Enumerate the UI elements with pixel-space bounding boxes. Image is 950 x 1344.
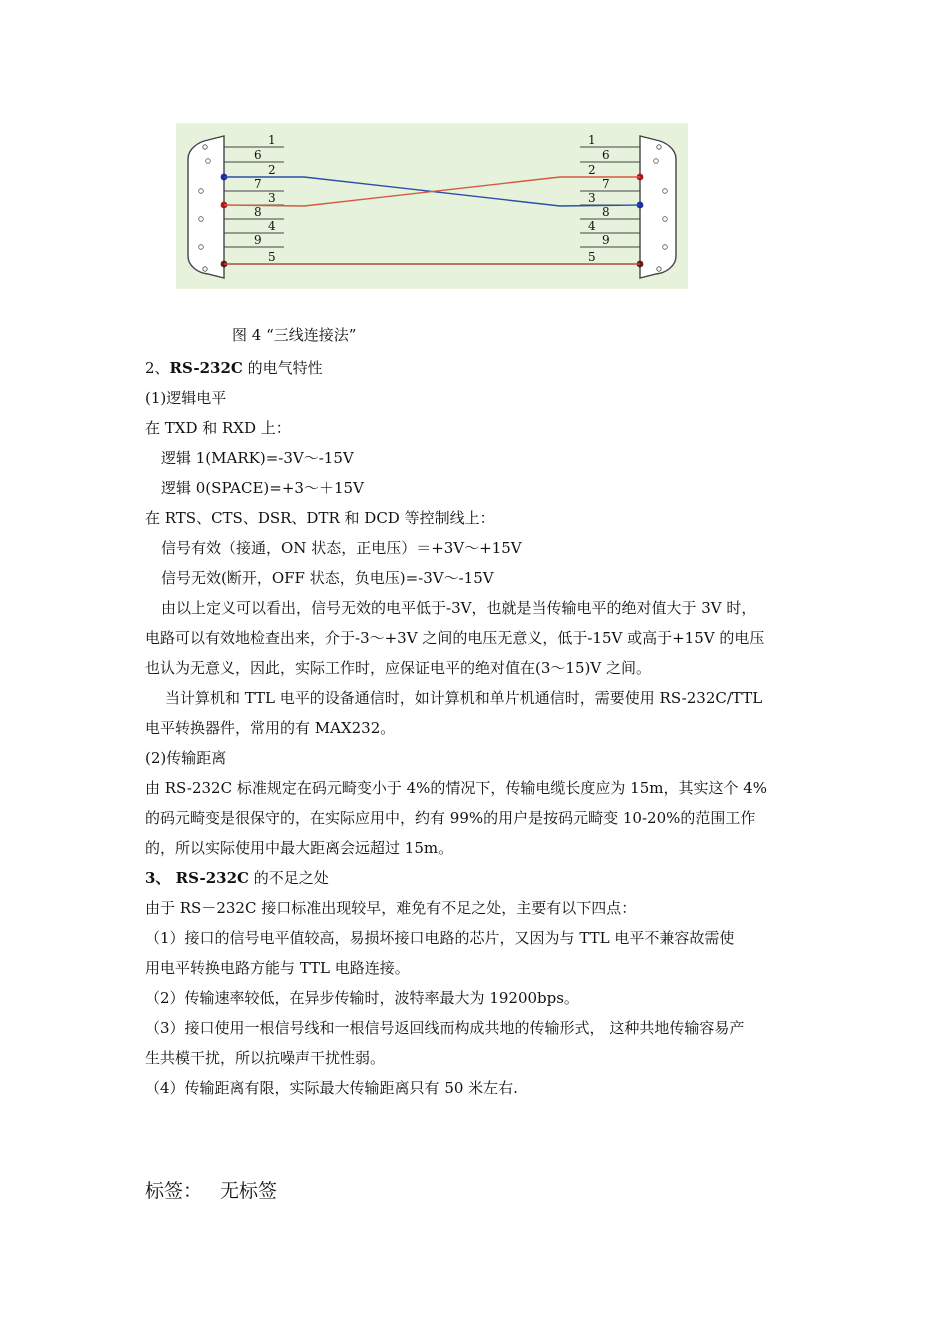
left-pin-dot (199, 245, 204, 250)
section-heading-electrical (145, 353, 815, 383)
left-pin-label: 2 (268, 163, 276, 177)
paragraph-line: 在 TXD 和 RXD 上： (145, 419, 291, 437)
paragraph-line: 信号有效（接通，ON 状态，正电压）＝+3V～+15V (161, 539, 522, 557)
paragraph-line: 的，所以实际使用中最大距离会远超过 15m。 (145, 839, 454, 857)
left-pin-label: 3 (268, 191, 276, 205)
tags-row (145, 1176, 277, 1203)
right-pin-label: 9 (602, 233, 610, 247)
section-bold-term: RS-232C (175, 869, 249, 887)
section-bold-term: RS-232C (169, 359, 243, 377)
paragraph-line: 用电平转换电路方能与 TTL 电路连接。 (145, 959, 410, 977)
left-pin-label: 9 (254, 233, 262, 247)
left-pin-dot (199, 217, 204, 222)
list-item: （3）接口使用一根信号线和一根信号返回线而构成共地的传输形式， 这种共地传输容易产 (145, 1019, 745, 1037)
paragraph-line: 在 RTS、CTS、DSR、DTR 和 DCD 等控制线上： (145, 509, 495, 527)
left-pin-label: 1 (268, 133, 276, 147)
paragraph-line: 电路可以有效地检查出来，介于-3～+3V 之间的电压无意义，低于-15V 或高于+15V 的电压 (145, 629, 765, 647)
paragraph-line: 生共模干扰，所以抗噪声干扰性弱。 (145, 1049, 386, 1067)
right-pin-label: 1 (588, 133, 596, 147)
right-pin-label: 3 (588, 191, 596, 205)
paragraph-line: 由以上定义可以看出，信号无效的电平低于-3V，也就是当传输电平的绝对值大于 3V 时， (161, 599, 757, 617)
paragraph-line: 由 RS-232C 标准规定在码元畸变小于 4%的情况下，传输电缆长度应为 15m，其实这个 4% (145, 779, 768, 797)
left-pin-label: 4 (268, 219, 276, 233)
left-pin-dot (199, 189, 204, 194)
right-pin-label: 8 (602, 205, 610, 219)
right-db9-connector (637, 136, 676, 278)
list-item: （1）接口的信号电平值较高，易损坏接口电路的芯片，又因为与 TTL 电平不兼容故需使 (145, 929, 735, 947)
subheading-transmission-distance: (2)传输距离 (145, 749, 227, 767)
section-title-rest: 的不足之处 (249, 869, 329, 887)
section-number: 3、 (145, 869, 176, 887)
left-pin-label: 5 (268, 250, 276, 264)
paragraph-line: 由于 RS－232C 接口标准出现较早，难免有不足之处，主要有以下四点： (145, 899, 637, 917)
tags-value: 无标签 (220, 1180, 278, 1202)
left-pin-label: 7 (254, 177, 262, 191)
paragraph-line: 也认为无意义，因此，实际工作时，应保证电平的绝对值在(3～15)V 之间。 (145, 659, 651, 677)
right-pin-label: 7 (602, 177, 610, 191)
document-body (145, 353, 815, 1103)
left-pin-label: 8 (254, 205, 262, 219)
list-item: （4）传输距离有限，实际最大传输距离只有 50 米左右. (145, 1079, 518, 1097)
paragraph-line: 电平转换器件，常用的有 MAX232。 (145, 719, 396, 737)
right-pin-label: 5 (588, 250, 596, 264)
three-wire-connection-diagram (176, 123, 688, 289)
list-item: （2）传输速率较低，在异步传输时，波特率最大为 19200bps。 (145, 989, 579, 1007)
left-db9-connector (188, 136, 227, 278)
section-title-rest: 的电气特性 (242, 359, 323, 377)
right-pin-dot (663, 189, 668, 194)
right-pin-dot (654, 159, 659, 164)
right-pin-label: 6 (602, 148, 610, 162)
section-heading-shortcomings (145, 863, 815, 893)
left-pin-dot (206, 159, 211, 164)
paragraph-line: 逻辑 0(SPACE)=+3～＋15V (161, 479, 364, 497)
paragraph-line: 信号无效(断开，OFF 状态，负电压)=-3V～-15V (161, 569, 494, 587)
paragraph-line: 的码元畸变是很保守的，在实际应用中，约有 99%的用户是按码元畸变 10-20%的范围工作 (145, 809, 756, 827)
section-number: 2、 (145, 359, 170, 377)
subheading-logic-level: (1)逻辑电平 (145, 389, 227, 407)
figure-caption: 图 4 “三线连接法” (232, 326, 357, 344)
left-pin-label: 6 (254, 148, 262, 162)
right-pin-label: 4 (588, 219, 596, 233)
paragraph-line: 当计算机和 TTL 电平的设备通信时，如计算机和单片机通信时，需要使用 RS-232C/TTL (165, 689, 763, 707)
right-pin-label: 2 (588, 163, 596, 177)
paragraph-line: 逻辑 1(MARK)=-3V～-15V (161, 449, 354, 467)
right-pin-dot (663, 217, 668, 222)
right-pin-dot (663, 245, 668, 250)
tags-label: 标签： (145, 1180, 203, 1202)
